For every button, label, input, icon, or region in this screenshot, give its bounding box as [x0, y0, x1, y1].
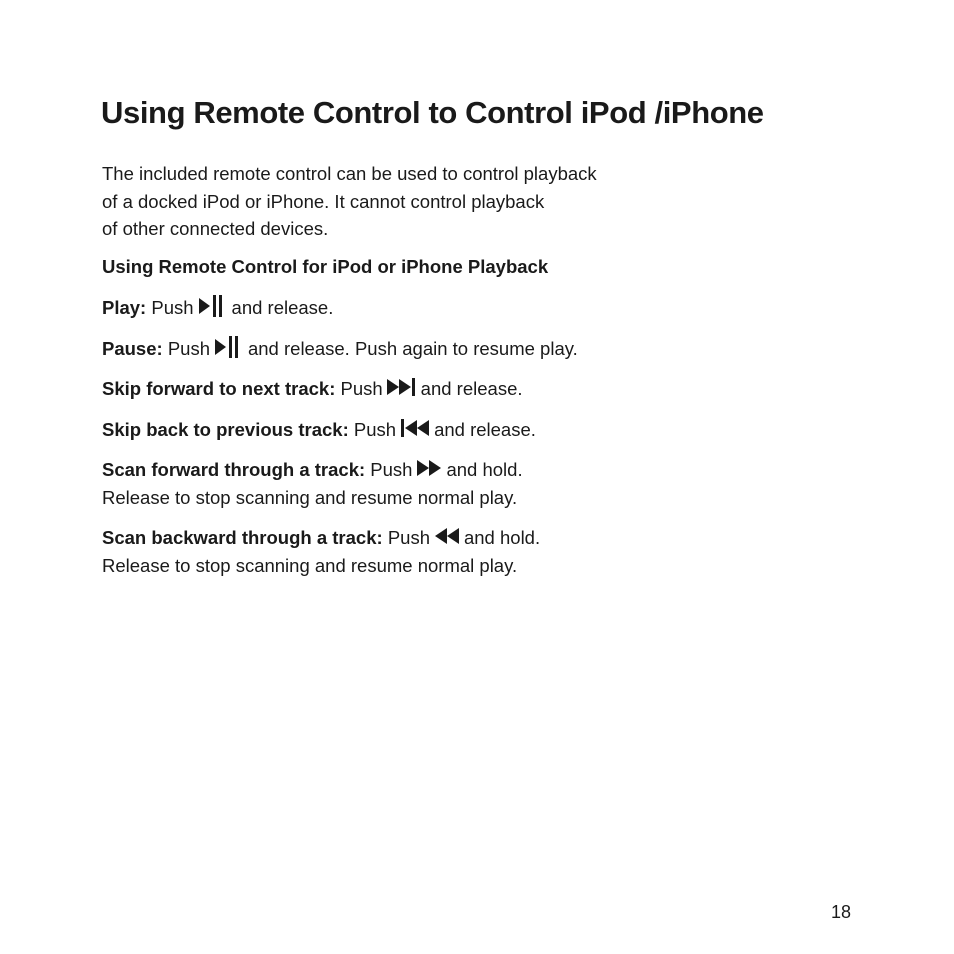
- instruction-label: Scan forward through a track:: [102, 459, 366, 480]
- instruction-text: and hold.: [463, 527, 541, 548]
- instruction-scan-backward: [102, 524, 540, 580]
- instruction-text: and hold.: [446, 459, 523, 480]
- page-title: Using Remote Control to Control iPod /iPhone: [101, 95, 764, 130]
- instruction-label: Pause:: [102, 338, 163, 359]
- instruction-text: and release.: [420, 378, 523, 399]
- play-pause-icon: [214, 336, 244, 358]
- intro-paragraph: [102, 160, 597, 243]
- instruction-scan-forward: [102, 456, 523, 512]
- section-subheading: Using Remote Control for iPod or iPhone Playback: [102, 256, 549, 277]
- instruction-text: and release.: [231, 297, 334, 318]
- instruction-continuation: Release to stop scanning and resume normal play.: [102, 555, 518, 576]
- skip-back-icon: [400, 417, 430, 439]
- play-pause-icon: [198, 295, 228, 317]
- instruction-label: Skip forward to next track:: [102, 378, 336, 399]
- instruction-text: Push: [167, 338, 210, 359]
- page-number: 18: [831, 902, 852, 922]
- intro-line: of a docked iPod or iPhone. It cannot control playback: [102, 190, 545, 212]
- instruction-text: Push: [151, 297, 194, 318]
- rewind-icon: [434, 525, 460, 547]
- instruction-text: Push: [370, 459, 413, 480]
- instruction-text: Push: [387, 527, 430, 548]
- fast-forward-icon: [416, 457, 442, 479]
- skip-forward-icon: [387, 376, 417, 398]
- instruction-text: Push: [340, 378, 383, 399]
- intro-line: of other connected devices.: [102, 218, 329, 239]
- instruction-label: Scan backward through a track:: [102, 527, 383, 548]
- instruction-pause: [102, 335, 578, 363]
- instruction-text: Push: [353, 419, 397, 440]
- instruction-skip-forward: [102, 375, 523, 403]
- instruction-text: and release.: [434, 419, 536, 440]
- instruction-skip-back: [102, 416, 536, 444]
- intro-line: The included remote control can be used to control playback: [102, 163, 597, 184]
- instruction-continuation: Release to stop scanning and resume normal play.: [102, 487, 518, 508]
- instruction-play: [102, 294, 333, 322]
- instruction-text: and release. Push again to resume play.: [247, 338, 578, 359]
- instruction-label: Skip back to previous track:: [102, 419, 349, 440]
- instruction-label: Play:: [102, 297, 147, 318]
